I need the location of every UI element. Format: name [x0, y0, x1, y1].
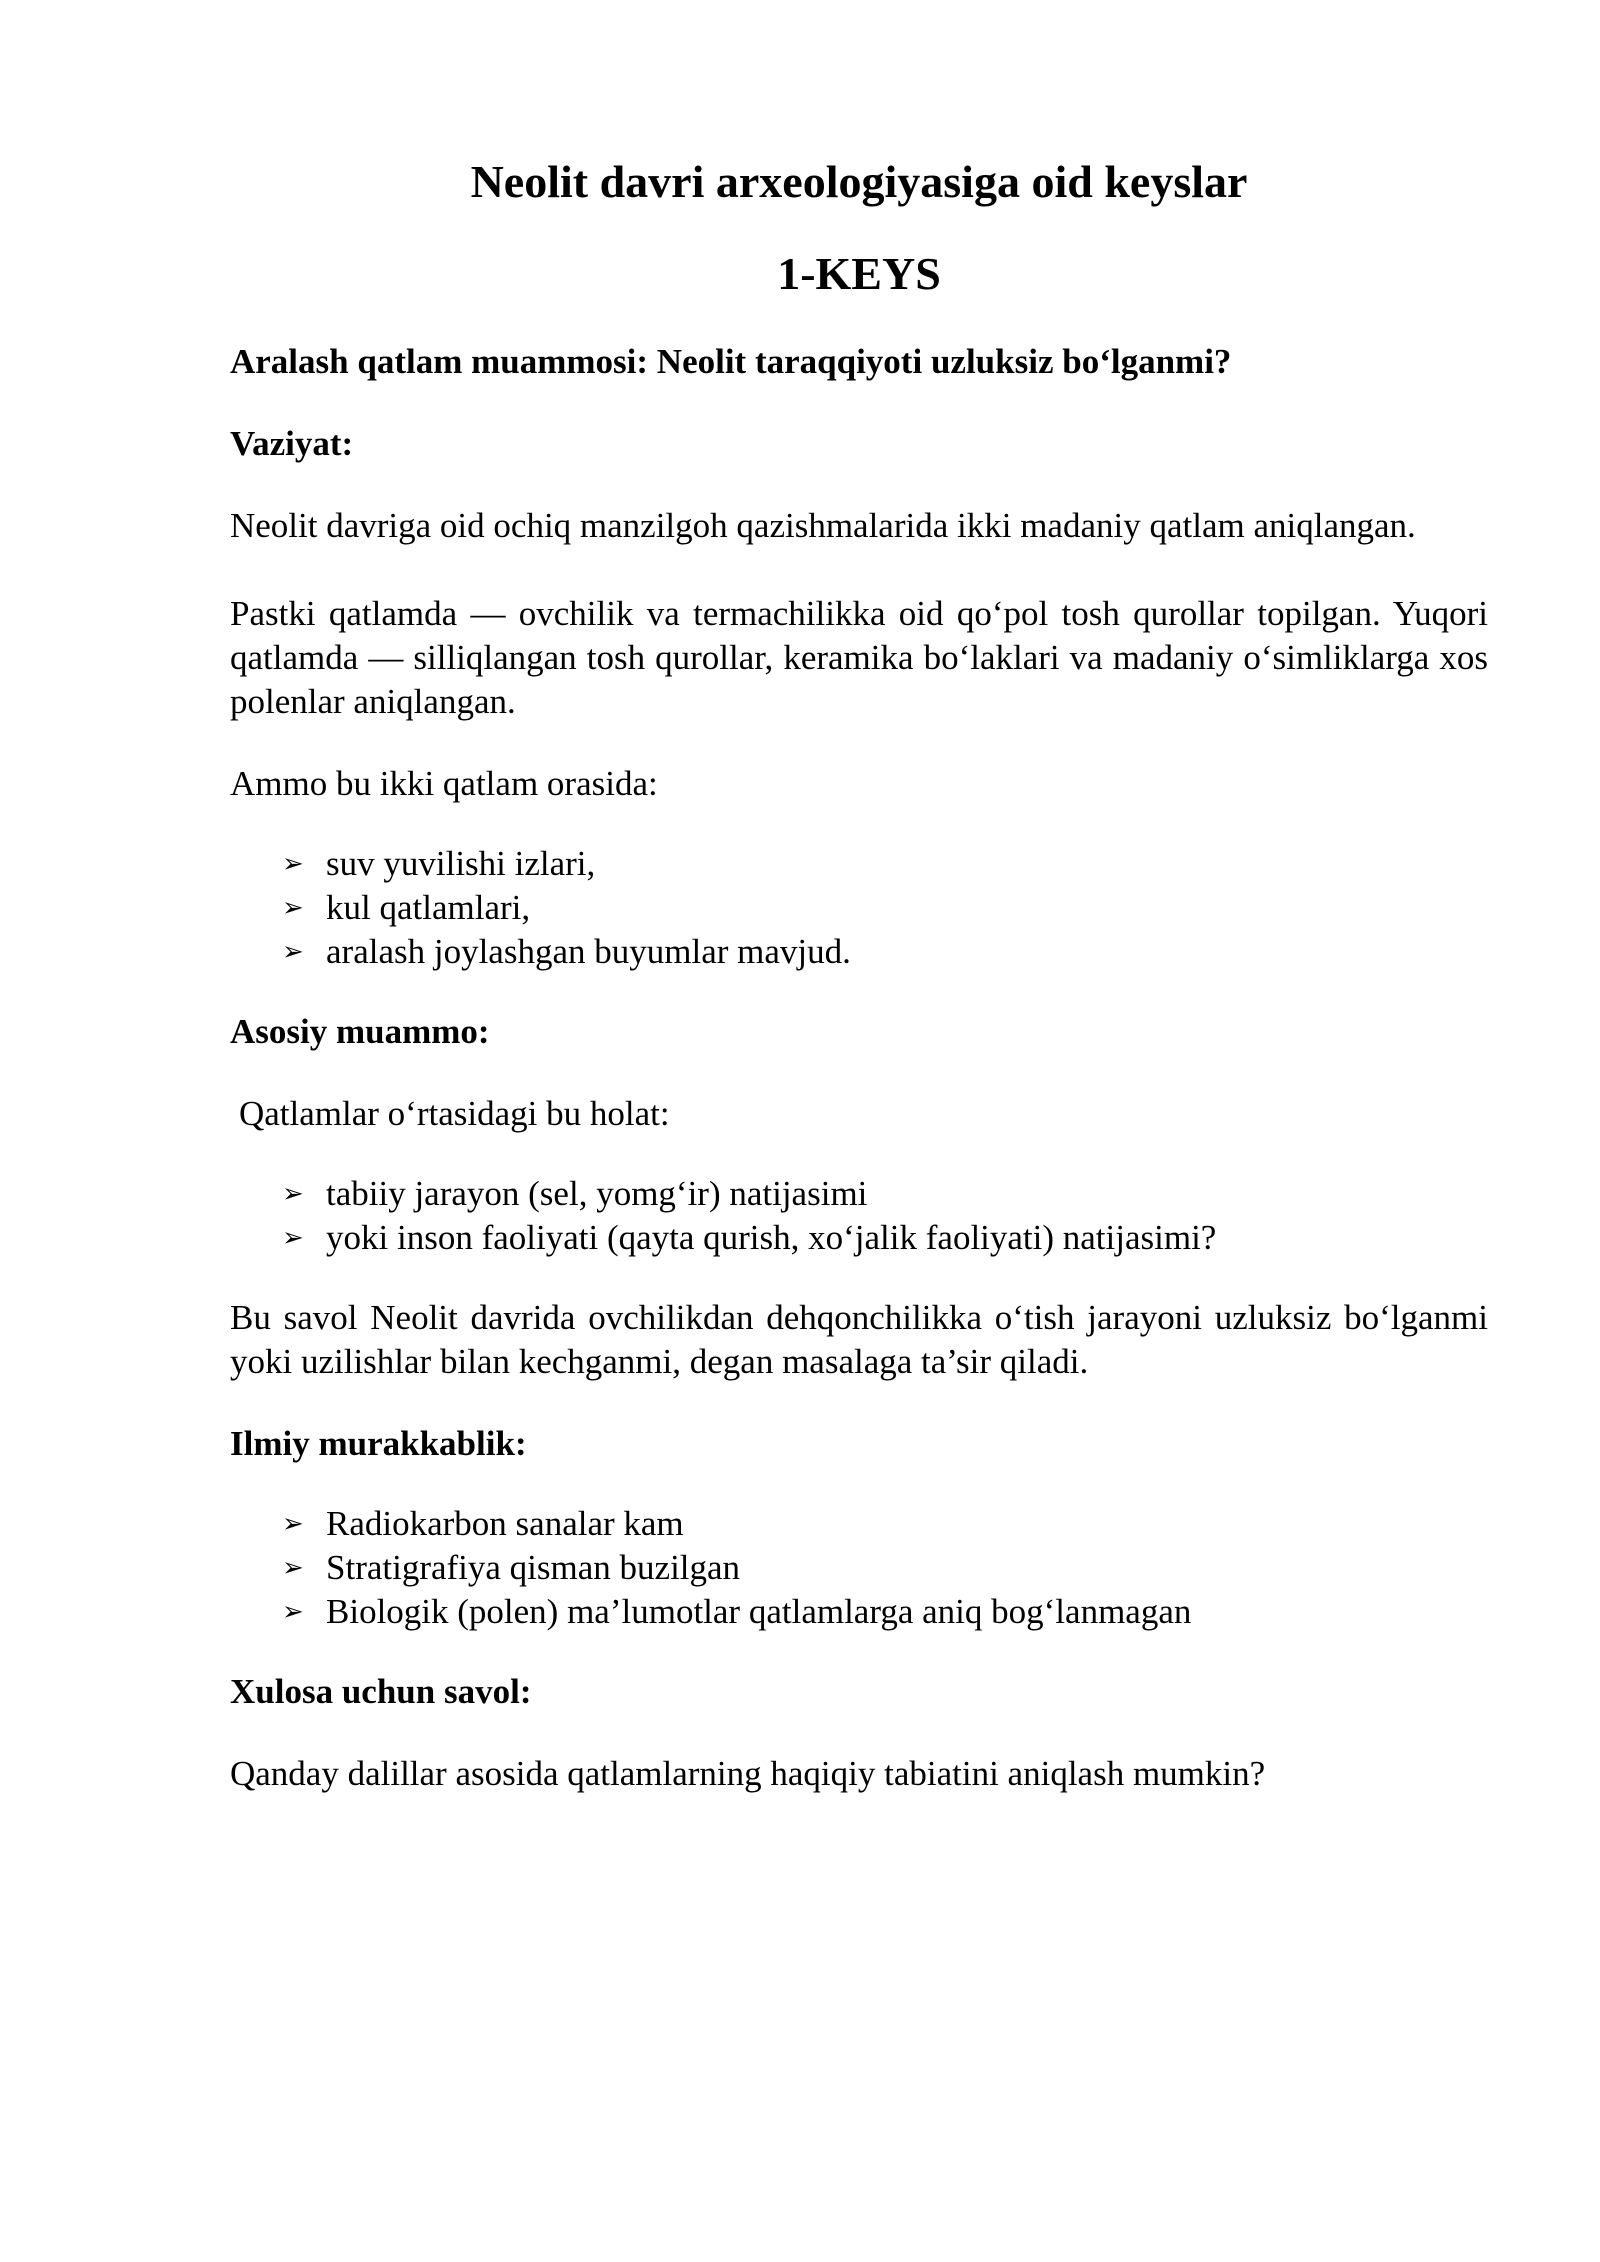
bullet-arrow-icon: ➢: [282, 937, 304, 967]
conclusion-question: Qanday dalillar asosida qatlamlarning haqiqiy tabiatini aniqlash mumkin?: [230, 1754, 1266, 1793]
main-problem-intro: Qatlamlar o‘rtasidagi bu holat:: [239, 1094, 670, 1133]
complexity-list: [230, 1502, 1488, 1634]
situation-heading: Vaziyat:: [230, 424, 354, 463]
list-item: ➢ Biologik (polen) ma’lumotlar qatlamlarga aniq bog‘lanmagan: [230, 1590, 1488, 1634]
bullet-arrow-icon: ➢: [282, 1223, 304, 1253]
bullet-arrow-icon: ➢: [282, 1553, 304, 1583]
list-item: ➢ suv yuvilishi izlari,: [230, 842, 1488, 886]
list-item: ➢ tabiiy jarayon (sel, yomg‘ir) natijasimi: [230, 1172, 1488, 1216]
main-problem-paragraph: Bu savol Neolit davrida ovchilikdan dehqonchilikka o‘tish jarayoni uzluksiz bo‘lganmi yoki uzilishlar bilan kechganmi, degan masalaga ta’sir qiladi.: [230, 1298, 1488, 1381]
complexity-heading: Ilmiy murakkablik:: [230, 1424, 527, 1463]
case-label: 1-KEYS: [777, 248, 941, 299]
situation-paragraph-1: Neolit davriga oid ochiq manzilgoh qazishmalarida ikki madaniy qatlam aniqlangan.: [230, 506, 1416, 545]
situation-list: [230, 842, 1488, 974]
bullet-arrow-icon: ➢: [282, 1597, 304, 1627]
situation-intro: Ammo bu ikki qatlam orasida:: [230, 764, 658, 803]
list-item: ➢ aralash joylashgan buyumlar mavjud.: [230, 930, 1488, 974]
situation-paragraph-2: Pastki qatlamda — ovchilik va termachilikka oid qo‘pol tosh qurollar topilgan. Yuqori qatlamda — silliqlangan tosh qurollar, keramika bo‘laklari va madaniy o‘simliklarga xos polenlar aniqlangan.: [230, 594, 1488, 721]
bullet-arrow-icon: ➢: [282, 893, 304, 923]
bullet-arrow-icon: ➢: [282, 1179, 304, 1209]
list-item: ➢ kul qatlamlari,: [230, 886, 1488, 930]
list-item: ➢ Radiokarbon sanalar kam: [230, 1502, 1488, 1546]
list-item: ➢ Stratigrafiya qisman buzilgan: [230, 1546, 1488, 1590]
conclusion-heading: Xulosa uchun savol:: [230, 1672, 532, 1711]
case-heading: Aralash qatlam muammosi: Neolit taraqqiyoti uzluksiz bo‘lganmi?: [230, 342, 1232, 381]
bullet-arrow-icon: ➢: [282, 1509, 304, 1539]
main-problem-heading: Asosiy muammo:: [230, 1012, 490, 1051]
bullet-arrow-icon: ➢: [282, 849, 304, 879]
list-item: ➢ yoki inson faoliyati (qayta qurish, xo‘jalik faoliyati) natijasimi?: [230, 1216, 1488, 1260]
main-problem-list: [230, 1172, 1488, 1260]
document-title: Neolit davri arxeologiyasiga oid keyslar: [470, 156, 1248, 207]
